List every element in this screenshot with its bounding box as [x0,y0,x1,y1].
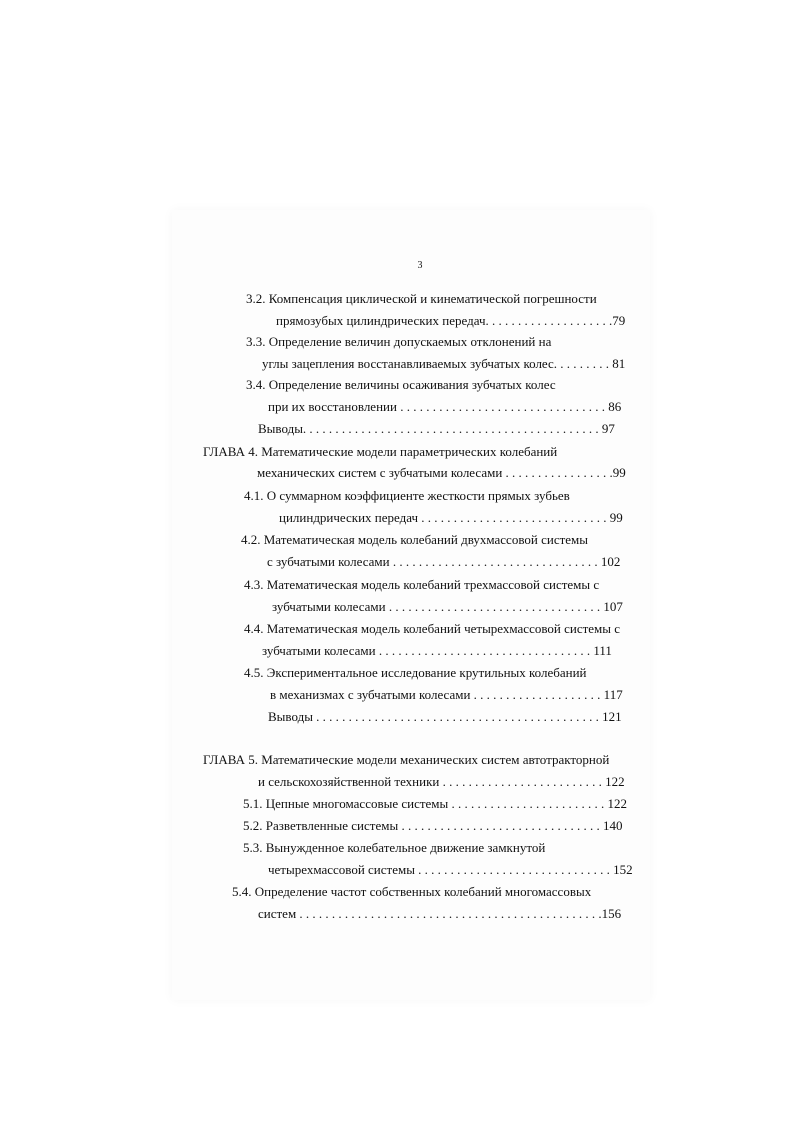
toc-entry-4-2-title: 4.2. Математическая модель колебаний двухмассовой системы [241,532,588,547]
toc-chapter-4-title: ГЛАВА 4. Математические модели параметрических колебаний [203,444,558,459]
toc-entry-4-3-title: 4.3. Математическая модель колебаний трехмассовой системы с [244,577,600,592]
toc-entry-3-4-title: 3.4. Определение величины осаживания зубчатых колес [246,377,556,392]
toc-entry-5-3-page: четырехмассовой системы . . . . . . . . . . . . . . . . . . . . . . . . . . . . . . 152 [268,862,633,877]
toc-entry-5-2: 5.2. Разветвленные системы . . . . . . . . . . . . . . . . . . . . . . . . . . . . . . . 140 [243,818,623,833]
toc-entry-5-4-title: 5.4. Определение частот собственных колебаний многомассовых [232,884,592,899]
toc-entry-4-4-title: 4.4. Математическая модель колебаний четырехмассовой системы с [244,621,621,636]
toc-entry-3-2-title: 3.2. Компенсация циклической и кинематической погрешности [246,291,597,306]
toc-chapter-4-page: механических систем с зубчатыми колесами . . . . . . . . . . . . . . . . .99 [257,465,626,480]
toc-entry-4-1-title: 4.1. О суммарном коэффициенте жесткости прямых зубьев [244,488,570,503]
toc-entry-conclusions-4: Выводы . . . . . . . . . . . . . . . . . . . . . . . . . . . . . . . . . . . . . . . . . . . . 121 [268,709,622,724]
toc-entry-3-3-title: 3.3. Определение величин допускаемых отклонений на [246,334,552,349]
toc-chapter-5-page: и сельскохозяйственной техники . . . . . . . . . . . . . . . . . . . . . . . . . 122 [258,774,625,789]
toc-entry-5-4-page: систем . . . . . . . . . . . . . . . . . . . . . . . . . . . . . . . . . . . . . . . . . . . . . . .156 [258,906,622,921]
toc-chapter-5-title: ГЛАВА 5. Математические модели механических систем автотракторной [203,752,610,767]
toc-entry-4-2-page: с зубчатыми колесами . . . . . . . . . . . . . . . . . . . . . . . . . . . . . . . . 102 [267,554,621,569]
toc-entry-conclusions-3: Выводы. . . . . . . . . . . . . . . . . . . . . . . . . . . . . . . . . . . . . . . . . . . . . . 97 [258,421,615,436]
toc-entry-3-4-page: при их восстановлении . . . . . . . . . . . . . . . . . . . . . . . . . . . . . . . . 86 [268,399,622,414]
toc-entry-3-2-page: прямозубых цилиндрических передач. . . . . . . . . . . . . . . . . . . .79 [276,313,626,328]
toc-entry-4-4-page: зубчатыми колесами . . . . . . . . . . . . . . . . . . . . . . . . . . . . . . . . . 111 [262,643,612,658]
toc-entry-4-5-page: в механизмах с зубчатыми колесами . . . . . . . . . . . . . . . . . . . . 117 [270,687,623,702]
toc-entry-5-3-title: 5.3. Вынужденное колебательное движение замкнутой [243,840,546,855]
toc-entry-4-3-page: зубчатыми колесами . . . . . . . . . . . . . . . . . . . . . . . . . . . . . . . . . 107 [272,599,623,614]
toc-entry-4-1-page: цилиндрических передач . . . . . . . . . . . . . . . . . . . . . . . . . . . . . 99 [279,510,623,525]
toc-entry-3-3-page: углы зацепления восстанавливаемых зубчатых колес. . . . . . . . . 81 [262,356,626,371]
page-number: 3 [417,260,423,271]
toc-entry-4-5-title: 4.5. Экспериментальное исследование крутильных колебаний [244,665,587,680]
toc-entry-5-1: 5.1. Цепные многомассовые системы . . . . . . . . . . . . . . . . . . . . . . . . 122 [243,796,628,811]
